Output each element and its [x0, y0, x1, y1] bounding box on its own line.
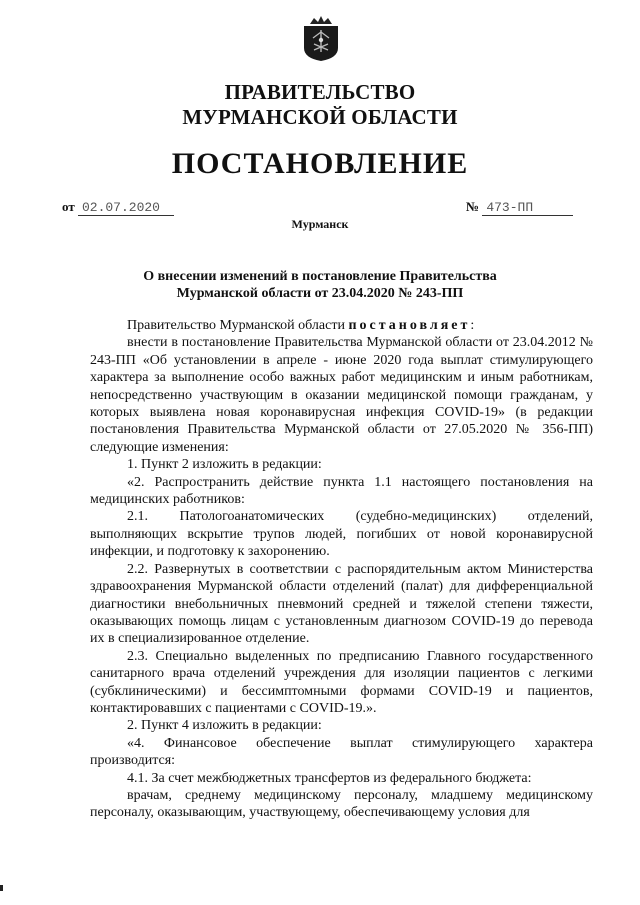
paragraph-clause-4-1: 4.1. За счет межбюджетных трансфертов из федерального бюджета: — [127, 770, 532, 786]
document-type-title: ПОСТАНОВЛЕНИЕ — [171, 147, 469, 180]
coat-of-arms-emblem — [300, 12, 342, 62]
org-name-line1: ПРАВИТЕЛЬСТВО — [224, 80, 416, 104]
city-name: Мурманск — [291, 217, 349, 231]
paragraph-clause-2: «2. Распространить действие пункта 1.1 настоящего постановления на медицинских работников: — [90, 474, 593, 508]
paragraph-amendment: внести в постановление Правительства Мурманской области от 23.04.2012 № 243-ПП «Об установлении в апреле - июне 2020 года выплат стимулирующего характера за выполнение особо важных работ медицинским и иным работникам, непосредственно участвующим в оказании медицинской помощи гражданам, у которых выявлена новая коронавирусная инфекция COVID-19» (в редакции постановления Правительства Мурманской области от 27.05.2020 № 356-ПП) следующие изменения: — [90, 335, 593, 455]
intro-resolves: постановляет — [348, 318, 471, 333]
paragraph-item-1: 1. Пункт 2 изложить в редакции: — [127, 457, 322, 473]
paragraph-clause-2-2: 2.2. Развернутых в соответствии с распорядительным актом Министерства здравоохранения Мурманской области отделений (палат) для дифференциальной диагностики внебольничных пневмоний средней и тяжелой степени тяжести, оказывающих помощь лицам с установленным диагнозом COVID-19 до перевода их в специализированное отделение. — [90, 561, 593, 647]
document-date-line — [62, 199, 174, 216]
intro-prefix: Правительство Мурманской области — [127, 318, 345, 333]
scan-edge-mark — [0, 885, 3, 891]
org-name-line2: МУРМАНСКОЙ ОБЛАСТИ — [182, 105, 458, 129]
document-body — [90, 317, 593, 822]
paragraph-clause-4: «4. Финансовое обеспечение выплат стимулирующего характера производится: — [90, 735, 593, 769]
paragraph-item-2: 2. Пункт 4 изложить в редакции: — [127, 718, 322, 734]
number-prefix: № — [466, 199, 480, 214]
document-number-line — [466, 199, 573, 216]
intro-paragraph — [90, 317, 593, 334]
subject-line1: О внесении изменений в постановление Правительства — [143, 269, 497, 284]
document-date: 02.07.2020 — [78, 200, 174, 216]
subject-line2: Мурманской области от 23.04.2020 № 243-ПП — [176, 286, 464, 301]
document-number: 473-ПП — [482, 200, 573, 216]
paragraph-clause-2-1: 2.1. Патологоанатомических (судебно-медицинских) отделений, выполняющих вскрытие трупов людей, погибших от новой коронавирусной инфекции, и подготовку к захоронению. — [90, 509, 593, 560]
date-prefix: от — [62, 199, 75, 214]
paragraph-recipients: врачам, среднему медицинскому персоналу, младшему медицинскому персоналу, оказывающим, участвующему, обеспечивающему условия для — [90, 787, 593, 821]
paragraph-clause-2-3: 2.3. Специально выделенных по предписанию Главного государственного санитарного врача отделений учреждения для изоляции пациентов с легкими (субклиническими) и бессимптомными формами COVID-19 и пациентов, контактировавших с пациентами с COVID-19.». — [90, 648, 593, 716]
intro-suffix: : — [470, 318, 475, 333]
